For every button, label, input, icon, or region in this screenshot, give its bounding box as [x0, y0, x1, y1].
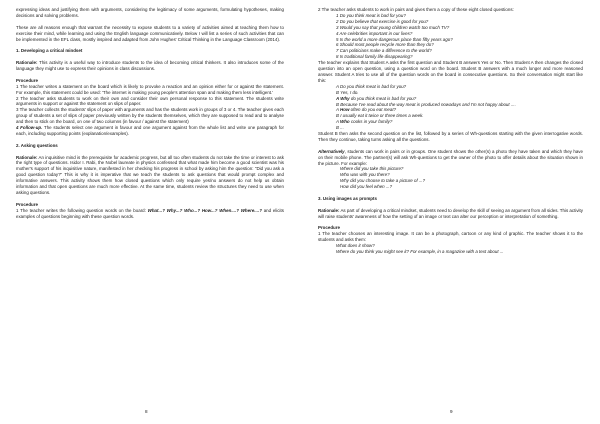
alternatively-label: Alternatively: [318, 148, 345, 154]
section-heading: 3. Using images as prompts: [318, 195, 377, 201]
step-text: and elicits examples of questions beginning with these question words.: [16, 207, 284, 219]
follow-up-label: 4 Follow-up.: [16, 125, 43, 131]
step-text: 1 The teacher writes the following question words on the board:: [16, 207, 148, 213]
step: [16, 208, 284, 220]
question-word: A Why: [336, 95, 350, 101]
closed-question: 6 Should most people recycle more than they do?: [336, 42, 434, 48]
rationale: [318, 208, 583, 220]
photo-question: Who was with you there?: [340, 172, 390, 178]
rationale: [16, 60, 284, 72]
step: 2 The teacher asks students to work in pairs and gives them a copy of these eight closed questions:: [318, 7, 514, 12]
page-number: 9: [450, 409, 453, 414]
rationale: [16, 155, 284, 196]
closed-question: 5 Is the world a more dangerous place than fifty years ago?: [336, 36, 453, 42]
dialogue-line: B Because I've read about the way meat is produced nowadays and I'm not happy about ....: [336, 101, 516, 107]
dialogue-line: B ...: [336, 125, 344, 131]
step: 3 The teacher collects the students' slips of paper with arguments and has the students work in groups of 3 or 4. The teacher gives each group of students a set of slips of paper previously written by the students themselves, which they are supposed to read and to analyse and then to stick on the board, on one of two columns (in favour / against the statement): [16, 107, 284, 125]
image-question: What does it show?: [336, 243, 375, 249]
procedure-heading: Procedure: [318, 225, 340, 231]
step-text: The students select one argument in favour and one argument against from the whole list and write one paragraph for each, including supporting points (explanation/examples).: [16, 125, 284, 136]
rationale-label: Rationale:: [318, 207, 340, 213]
rationale-text: An inquisitive mind is the prerequisite for academic progress, but all too often students do not take the time or interest to ask the right type of questions. Isidor I. Rabi, the Nobel laureate in physics confessed that what made him become a good scientist was his mother's support of his inquisitive nature, manifested in her checking his progress in school by asking him the question: "Did you ask a good question today?" This is why it is imperative that we teach the students to ask questions that would prompt complex and informative answers. This activity shows them how closed questions which only require yes/no answers do not help us obtain information and that open questions are much more effective. At the same time, students review the structures they need to use when asking questions.: [16, 154, 284, 195]
rationale-text: This activity is a useful way to introduce students to the idea of becoming critical thinkers. It also introduces some of the language they might use to express their opinions in class discussions.: [16, 60, 284, 72]
step: [16, 125, 284, 137]
dialogue-text: often do you eat meat?: [349, 107, 397, 113]
photo-question: Why did you choose to take a picture of ...?: [340, 178, 426, 184]
rationale-text: As part of developing a critical mindset, students need to develop the skill of seeing an argument from all sides. This activity will raise students' awareness of how the setting of an image or text can alter our perception or interpretation of something.: [318, 207, 583, 219]
paragraph: Student B then asks the second question on the list, followed by a series of Wh-questions starting with the given interrogative words. Then they continue, taking turns asking all the questions.: [318, 131, 583, 142]
photo-question: Where did you take this picture?: [340, 166, 404, 172]
closed-question: 4 Are celebrities important in our lives?: [336, 30, 413, 36]
dialogue-text: do you think meat is bad for you?: [349, 95, 417, 101]
dialogue-line: A Do you think meat is bad for you?: [336, 83, 407, 89]
step: 1 The teacher chooses an interesting image. It can be a photograph, cartoon or any kind of graphic. The teacher shows it to the students and asks them:: [318, 231, 583, 243]
paragraph: expressing ideas and justifying them with arguments, considering the legitimacy of some arguments, formulating hypotheses, making decisions and solving problems.: [16, 7, 284, 18]
section-heading: 1. Developing a critical mindset: [16, 48, 83, 54]
paragraph: The teacher explains that Student A asks the first question and Student B answers Yes or No. Then Student A then changes the closed question into an open question, using a question word on the board. Student B answers with a much longer and more reasoned answer. Student A tries to use all of the question words on the board in consecutive questions. So their conversation might start like this:: [318, 60, 583, 83]
closed-question: 8 Is traditional family life disappearing?: [336, 54, 413, 60]
photo-question: How did you feel when ...?: [340, 184, 393, 190]
question-words: What...? Why...? Who...? How...? When....? Where....?: [147, 207, 262, 213]
paragraph-text: , students can work in pairs or in groups. One student shows the other(s) a photo they have taken and which they have on their mobile phone. The partner(s) will ask Wh-questions to get the owner of the photo to offer details about the situation shown in the picture. For example:: [318, 148, 583, 166]
rationale-label: Rationale:: [16, 60, 38, 66]
dialogue-line: B Yes, I do.: [336, 89, 359, 95]
question-word: How: [340, 107, 350, 113]
question-word: Who: [340, 119, 350, 125]
procedure-heading: Procedure: [16, 77, 38, 83]
step: 1 The teacher writes a statement on the board which is likely to provoke a reaction and an opinion either for or against the statement. For example, this statement could be used: 'The internet is making young people's attention span and making them less intelligent.': [16, 83, 284, 95]
closed-question: 3 Would you say that young children watch too much TV?: [336, 24, 450, 30]
page-number: 8: [145, 409, 148, 414]
paragraph: [318, 149, 583, 167]
section-heading: 2. Asking questions: [16, 142, 58, 148]
closed-question: 1 Do you think meat is bad for you?: [336, 12, 406, 18]
paragraph: These are all reasons enough that warrant the necessity to expose students to a variety of activities aimed at teaching them how to exercise their mind, while learning and using the English language communicatively. Below I will list a series of such activities that can be implemented in the EFL class, mostly inspired and adapted from John Hughes' Critical Thinking in the Language Classroom (2014).: [16, 24, 284, 42]
closed-question: 2 Do you believe that exercise is good for you?: [336, 18, 429, 24]
step: 2 The teacher asks students to work on their own and consider their own personal response to this statement. The students write arguments in support or against the statement on slips of paper.: [16, 95, 284, 107]
image-question: Where do you think you might see it? For example, in a magazine with a text about ...: [336, 249, 504, 255]
procedure-heading: Procedure: [16, 201, 38, 207]
dialogue-text: cooks in your family?: [349, 119, 393, 125]
right-page: [300, 0, 600, 424]
closed-question: 7 Can politicians make a difference to the world?: [336, 48, 432, 54]
dialogue-line: B I usually eat it twice or three times a week.: [336, 113, 424, 119]
dialogue-text: A: [336, 119, 341, 125]
dialogue-text: A: [336, 107, 341, 113]
rationale-label: Rationale:: [16, 154, 38, 160]
